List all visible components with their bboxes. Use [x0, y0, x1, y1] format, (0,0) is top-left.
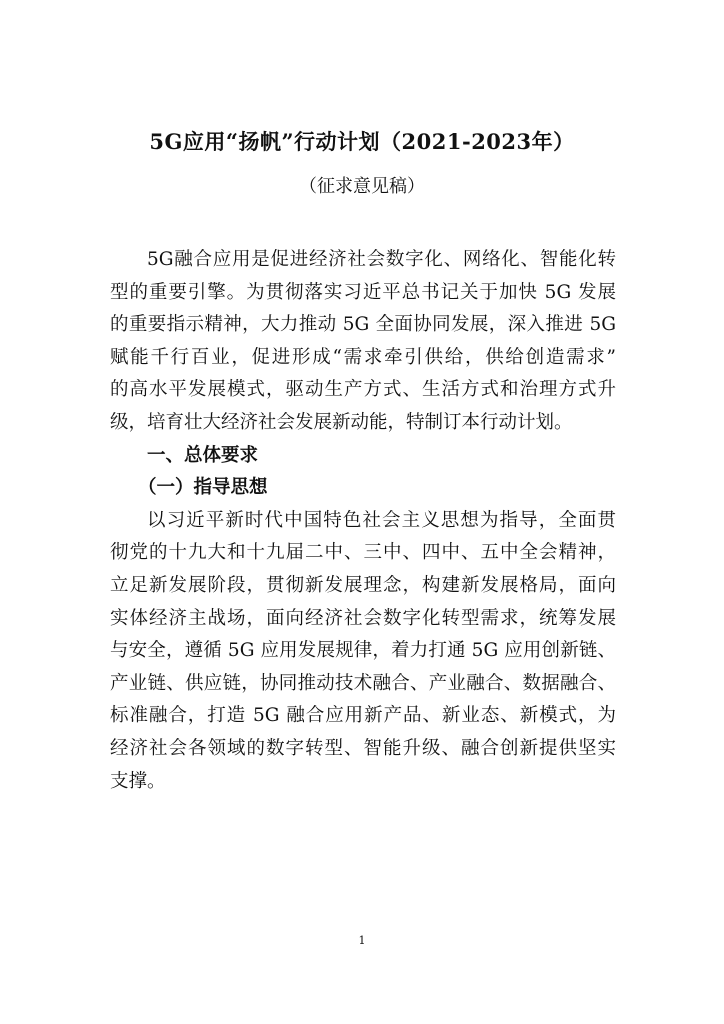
paragraph-intro — [110, 244, 616, 440]
paragraph-line: 级，培育壮大经济社会发展新动能，特制订本行动计划。 — [110, 411, 573, 433]
paragraph-line: 的高水平发展模式，驱动生产方式、生活方式和治理方式升 — [110, 379, 616, 401]
paragraph-line: 支撑。 — [110, 770, 166, 792]
section-heading: 一、总体要求 — [147, 444, 259, 466]
paragraph-line: 经济社会各领域的数字转型、智能升级、融合创新提供坚实 — [110, 737, 616, 759]
document-body — [110, 244, 616, 798]
page-number: 1 — [358, 934, 366, 947]
subsection-heading: （一）指导思想 — [138, 477, 268, 499]
paragraph-line: 赋能千行百业，促进形成“需求牵引供给，供给创造需求” — [110, 346, 616, 368]
paragraph-line: 型的重要引擎。为贯彻落实习近平总书记关于加快 5G 发展 — [110, 281, 616, 303]
paragraph-line: 与安全，遵循 5G 应用发展规律，着力打通 5G 应用创新链、 — [110, 640, 616, 662]
paragraph-line: 的重要指示精神，大力推动 5G 全面协同发展，深入推进 5G — [110, 314, 616, 336]
paragraph-line: 5G融合应用是促进经济社会数字化、网络化、智能化转 — [147, 249, 616, 270]
paragraph-line: 以习近平新时代中国特色社会主义思想为指导，全面贯 — [147, 509, 616, 531]
paragraph-line: 标准融合，打造 5G 融合应用新产品、新业态、新模式，为 — [110, 705, 616, 727]
document-subtitle: （征求意见稿） — [299, 176, 425, 197]
paragraph-line: 实体经济主战场，面向经济社会数字化转型需求，统筹发展 — [110, 607, 616, 629]
paragraph-guiding-thought — [110, 505, 616, 798]
paragraph-line: 彻党的十九大和十九届二中、三中、四中、五中全会精神， — [110, 542, 616, 564]
paragraph-line: 产业链、供应链，协同推动技术融合、产业融合、数据融合、 — [110, 672, 616, 694]
paragraph-line: 立足新发展阶段，贯彻新发展理念，构建新发展格局，面向 — [110, 574, 616, 596]
document-title: 5G应用“扬帆”行动计划（2021-2023年） — [149, 129, 575, 154]
